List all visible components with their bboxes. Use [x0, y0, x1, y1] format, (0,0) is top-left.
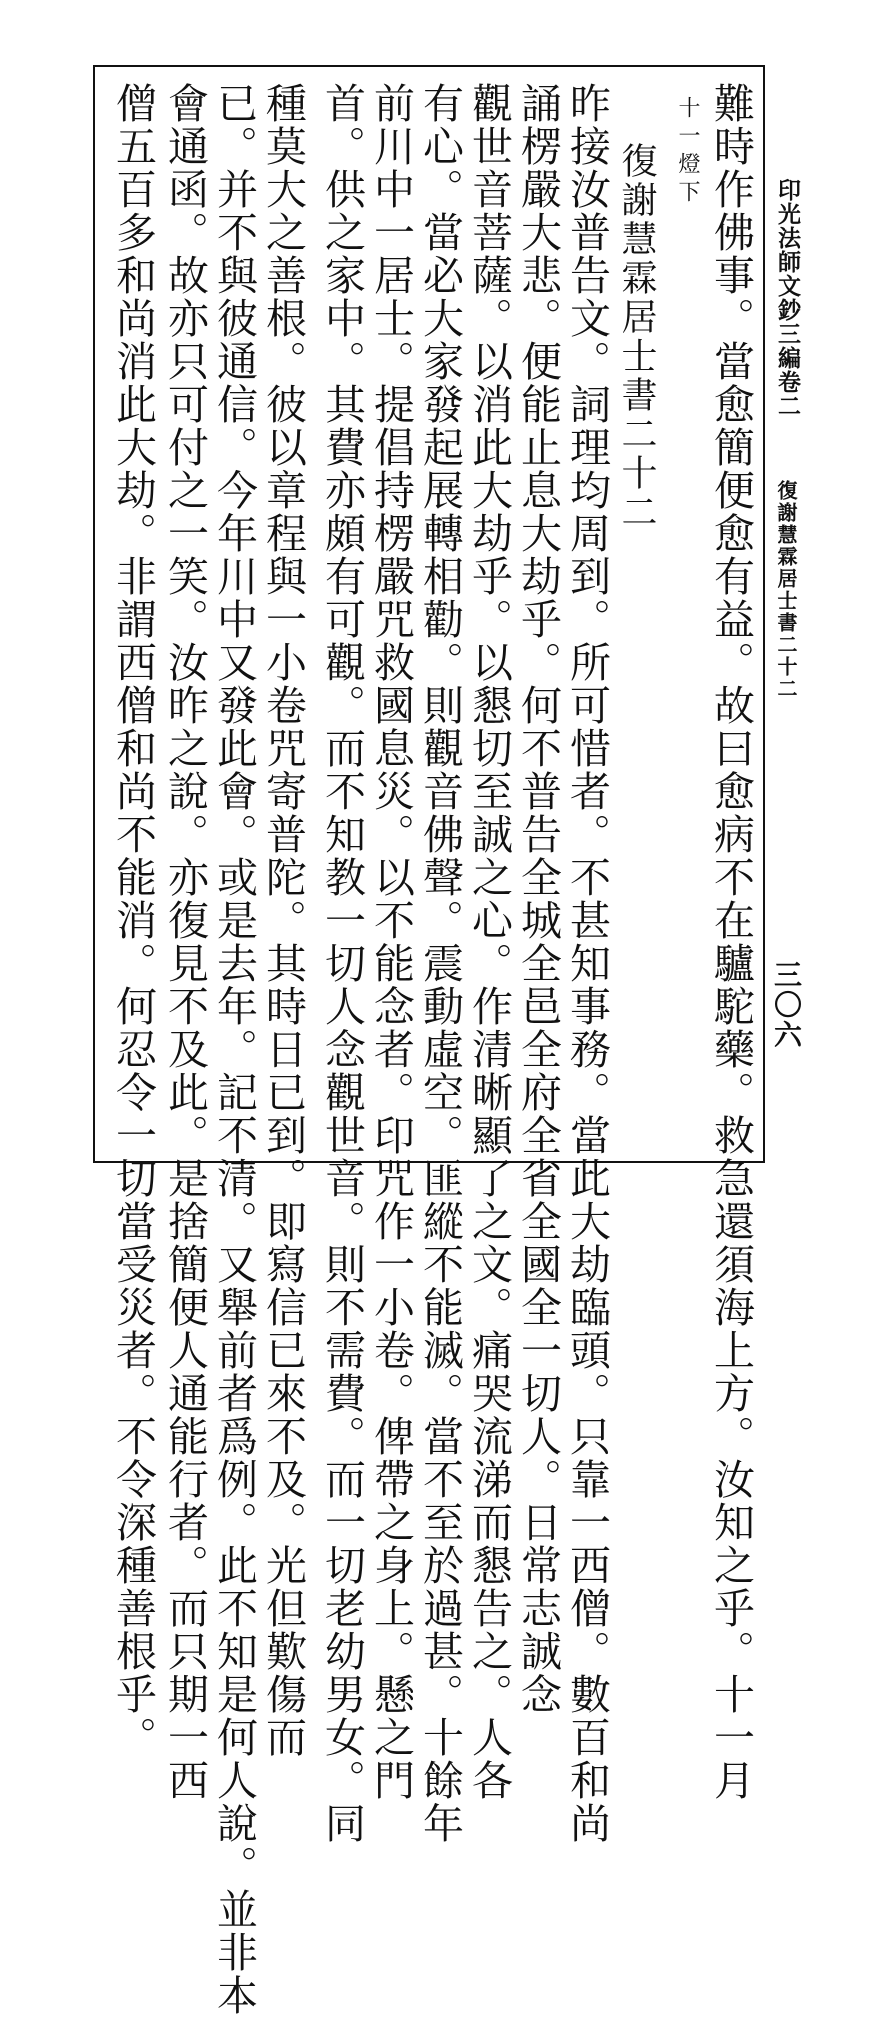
- text-column-13: 僧五百多和尚消此大劫。非謂西僧和尚不能消。何忍令一切當受災者。不令深種善根乎。: [109, 82, 157, 1759]
- text-column-7: 有心。當必大家發起展轉相勸。則觀音佛聲。震動虛空。匪縱不能滅。當不至於過甚。十餘年: [416, 82, 464, 1845]
- text-column-11: 已。并不與彼通信。今年川中又發此會。或是去年。記不清。又舉前者爲例。此不知是何人說。並非本: [210, 82, 258, 2017]
- text-column-1: [707, 82, 755, 1802]
- text-column-6: 觀世音菩薩。以消此大劫乎。以懇切至誠之心。作清晰顯了之文。痛哭流涕而懇告之。人各: [465, 82, 513, 1802]
- letter-heading: 復謝慧霖居士書二十二: [616, 142, 657, 532]
- text-column-5: 誦楞嚴大悲。便能止息大劫乎。何不普告全城全邑全府全省全國全一切人。日常志誠念: [514, 82, 562, 1716]
- date-note: 十一燈下: [675, 96, 700, 208]
- text-column-4: 昨接汝普告文。詞理均周到。所可惜者。不甚知事務。當此大劫臨頭。只靠一西僧。數百和尚: [563, 82, 611, 1845]
- text-column-1-body: 難時作佛事。當愈簡便愈有益。故曰愈病不在驢駝藥。救急還須海上方。汝知之乎。十一月: [707, 82, 755, 1802]
- running-section-title: 復謝慧霖居士書二十二: [774, 480, 798, 700]
- text-column-8: 前川中一居士。提倡持楞嚴咒救國息災。以不能念者。印咒作一小卷。俾帶之身上。懸之門: [367, 82, 415, 1802]
- text-column-10: 種莫大之善根。彼以章程與一小卷咒寄普陀。其時日已到。即寫信已來不及。光但歎傷而: [259, 82, 307, 1759]
- page-number: 三〇六: [770, 960, 803, 1050]
- book-title: 印光法師文鈔三編卷二: [774, 178, 801, 418]
- text-column-9: 首。供之家中。其費亦頗有可觀。而不知教一切人念觀世音。則不需費。而一切老幼男女。同: [318, 82, 366, 1845]
- text-column-12: 會通函。故亦只可付之一笑。汝昨之說。亦復見不及此。是捨簡便人通能行者。而只期一西: [161, 82, 209, 1802]
